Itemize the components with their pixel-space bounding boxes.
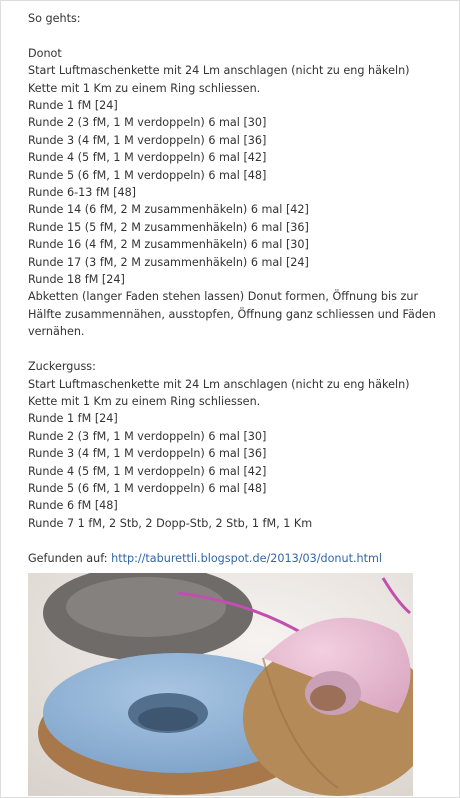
instruction-line: Runde 16 (4 fM, 2 M zusammenhäkeln) 6 mal [30]: [28, 238, 309, 252]
instruction-line: Runde 1 fM [24]: [28, 412, 118, 426]
instruction-line: Runde 5 (6 fM, 1 M verdoppeln) 6 mal [48]: [28, 168, 267, 182]
donut-finish-text: Abketten (langer Faden stehen lassen) Donut formen, Öffnung bis zur Hälfte zusammennähen, ausstopfen, Öffnung ganz schliessen und Fäden vernähen.: [28, 290, 436, 339]
instruction-line: Runde 17 (3 fM, 2 M zusammenhäkeln) 6 mal [24]: [28, 255, 309, 269]
instruction-line: Runde 2 (3 fM, 1 M verdoppeln) 6 mal [30]: [28, 116, 267, 130]
instruction-line: Runde 4 (5 fM, 1 M verdoppeln) 6 mal [42]: [28, 151, 267, 165]
instruction-line: Runde 6 fM [48]: [28, 499, 118, 513]
instruction-line: Runde 2 (3 fM, 1 M verdoppeln) 6 mal [30]: [28, 429, 267, 443]
photo-illustration: [28, 573, 413, 796]
donut-heading: Donot: [28, 46, 62, 60]
instruction-line: Runde 1 fM [24]: [28, 99, 118, 113]
instruction-line: Runde 6-13 fM [48]: [28, 186, 137, 200]
instruction-line: Kette mit 1 Km zu einem Ring schliessen.: [28, 394, 261, 408]
instruction-line: Kette mit 1 Km zu einem Ring schliessen.: [28, 81, 261, 95]
instruction-line: Runde 4 (5 fM, 1 M verdoppeln) 6 mal [42]: [28, 464, 267, 478]
donut-instructions: [28, 62, 448, 288]
intro-text: So gehts:: [28, 12, 81, 25]
instruction-line: Runde 3 (4 fM, 1 M verdoppeln) 6 mal [36]: [28, 133, 267, 147]
source-label: Gefunden auf:: [28, 551, 108, 565]
instruction-line: Runde 3 (4 fM, 1 M verdoppeln) 6 mal [36]: [28, 447, 267, 461]
instruction-line: Runde 18 fM [24]: [28, 273, 125, 287]
icing-instructions: [28, 376, 448, 533]
instruction-line: Runde 7 1 fM, 2 Stb, 2 Dopp-Stb, 2 Stb, 1 fM, 1 Km: [28, 516, 313, 530]
source-line: [28, 550, 448, 567]
icing-heading: Zuckerguss:: [28, 360, 96, 374]
source-link[interactable]: http://taburettli.blogspot.de/2013/03/donut.html: [111, 551, 383, 565]
instruction-line: Start Luftmaschenkette mit 24 Lm anschlagen (nicht zu eng häkeln): [28, 64, 410, 78]
instruction-line: Runde 5 (6 fM, 1 M verdoppeln) 6 mal [48]: [28, 481, 267, 495]
pattern-text: [28, 10, 448, 567]
instruction-line: Runde 14 (6 fM, 2 M zusammenhäkeln) 6 mal [42]: [28, 203, 309, 217]
instruction-line: Start Luftmaschenkette mit 24 Lm anschlagen (nicht zu eng häkeln): [28, 377, 410, 391]
crocheted-donuts-photo: [28, 573, 413, 796]
instruction-line: Runde 15 (5 fM, 2 M zusammenhäkeln) 6 mal [36]: [28, 220, 309, 234]
